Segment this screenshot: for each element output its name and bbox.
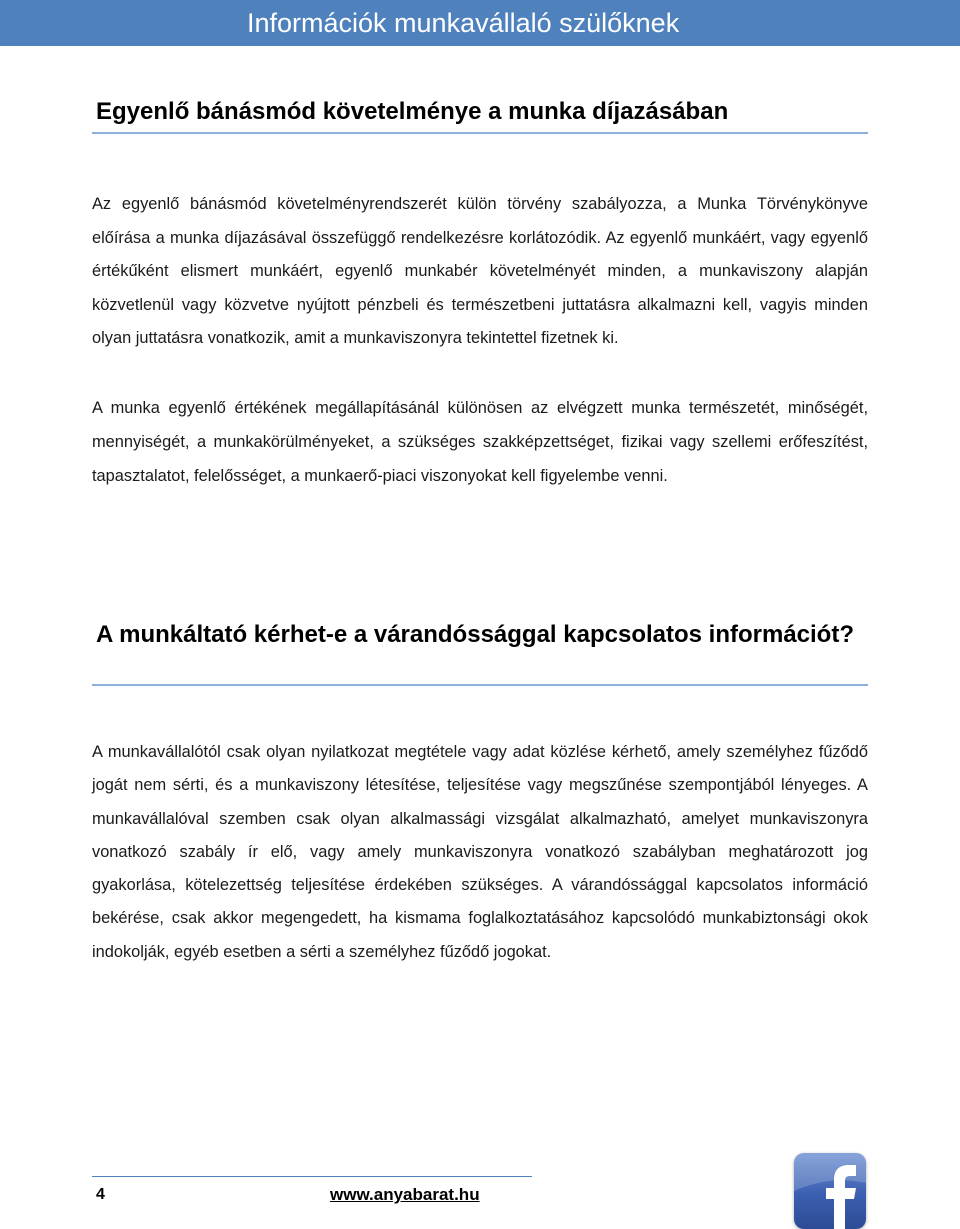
section-heading-equal-treatment: Egyenlő bánásmód követelménye a munka díjazásában <box>92 96 868 134</box>
paragraph-work-value: A munka egyenlő értékének megállapításánál különösen az elvégzett munka természetét, minőségét, mennyiségét, a munkakörülményeket, a szükséges szakképzettséget, fizikai vagy szellemi erőfeszítést, tapasztalatot, felelősséget, a munkaerő-piaci viszonyokat kell figyelembe venni. <box>92 399 868 485</box>
page-number: 4 <box>96 1186 105 1203</box>
page-banner: Információk munkavállaló szülőknek <box>0 0 960 46</box>
facebook-icon[interactable] <box>794 1153 866 1229</box>
section-heading-pregnancy-info: A munkáltató kérhet-e a várandóssággal kapcsolatos információt? <box>92 620 868 686</box>
paragraph-equal-pay: Az egyenlő bánásmód követelményrendszerét külön törvény szabályozza, a Munka Törvénykönyve előírása a munka díjazásával összefüggő rendelkezésre korlátozódik. Az egyenlő munkáért, vagy egyenlő értékűként elismert munkáért, egyenlő munkabér követelményét minden, a munkaviszony alapján közvetlenül vagy közvetve nyújtott pénzbeli és természetbeni juttatásra alkalmazni kell, vagyis minden olyan juttatásra vonatkozik, amit a munkaviszonyra tekintettel fizetnek ki. <box>92 195 868 347</box>
website-link[interactable]: www.anyabarat.hu <box>330 1185 480 1204</box>
paragraph-pregnancy-info: A munkavállalótól csak olyan nyilatkozat megtétele vagy adat közlése kérhető, amely személyhez fűződő jogát nem sérti, és a munkaviszony létesítése, teljesítése vagy megszűnése szempontjából lényeges. A munkavállalóval szemben csak olyan alkalmassági vizsgálat alkalmazható, amelyet munkaviszonyra vonatkozó szabály ír elő, vagy amely munkaviszonyra vonatkozó szabályban meghatározott jog gyakorlása, kötelezettség teljesítése érdekében szükséges. A várandóssággal kapcsolatos információ bekérése, csak akkor megengedett, ha kismama foglalkoztatásához kapcsolódó munkabiztonsági okok indokolják, egyéb esetben a sérti a személyhez fűződő jogokat. <box>92 743 868 961</box>
footer-divider <box>92 1176 532 1177</box>
